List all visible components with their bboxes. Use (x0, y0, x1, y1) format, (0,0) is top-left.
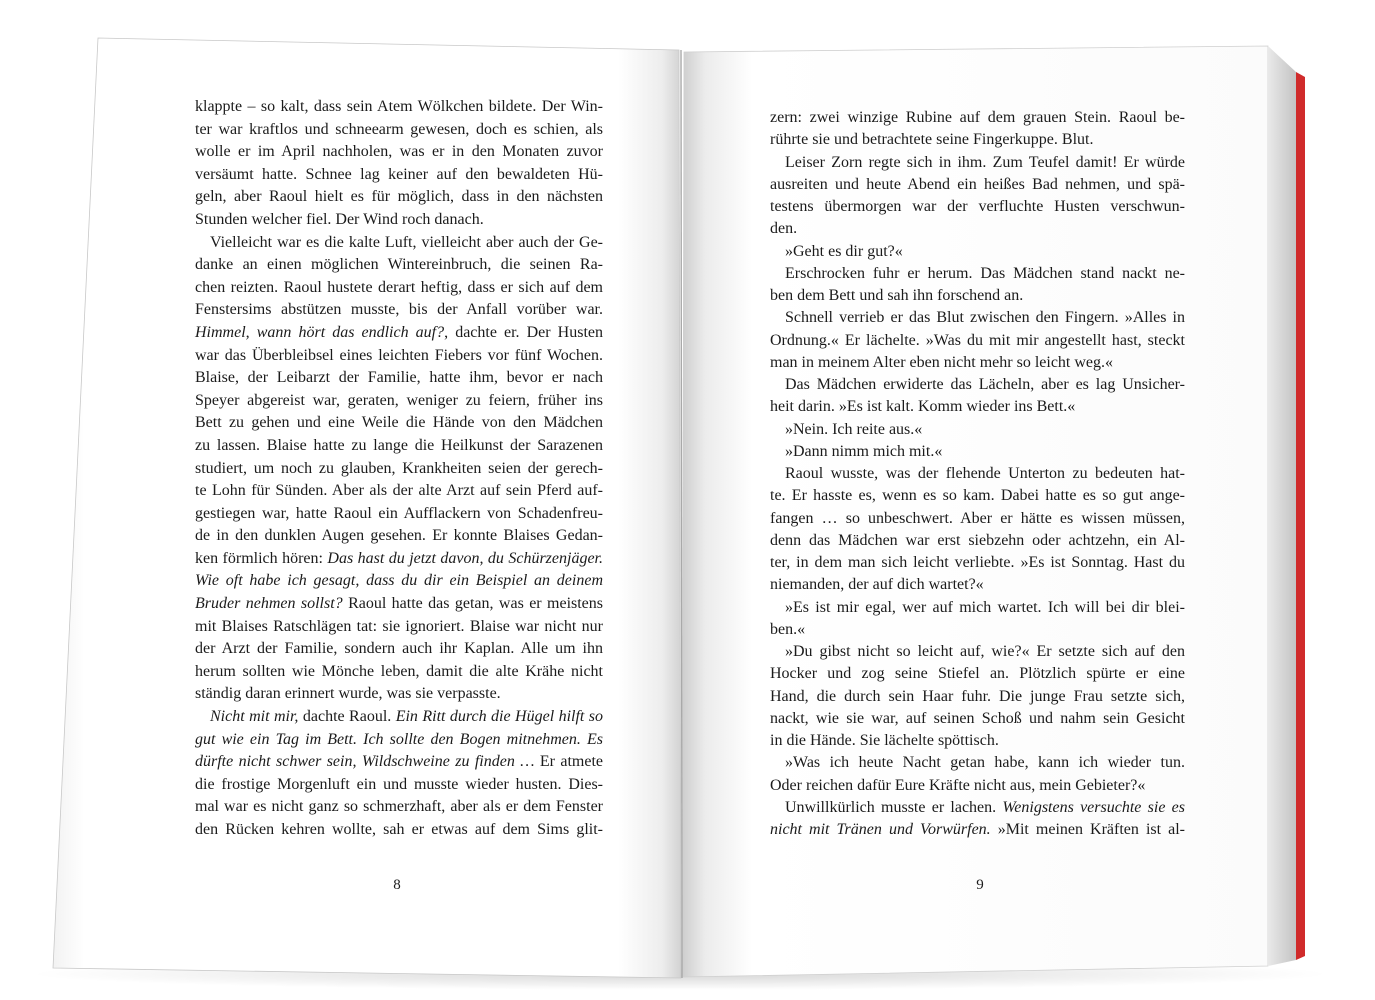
text-run: versäumt hatte. Schnee lag keiner auf den bewaldeten Hü- (195, 165, 603, 183)
text-line (195, 616, 603, 639)
text-line (195, 570, 603, 593)
text-line (195, 480, 603, 503)
text-line (770, 441, 1185, 463)
text-run: »Nein. Ich reite aus.« (785, 420, 923, 438)
text-run: ausreiten und heute Abend ein heißes Bad nehmen, und spä- (770, 175, 1185, 193)
left-page-text (195, 96, 603, 842)
text-run: Blaise, der Leibarzt der Familie, hatte ihm, bevor er nach (195, 369, 603, 387)
text-line (770, 686, 1185, 708)
paragraph (770, 307, 1185, 374)
italic-text: Nicht mit mir, (210, 708, 299, 726)
text-line (195, 141, 603, 164)
text-run: te. Er hasste es, wenn es so kam. Dabei hatte es so gut ange- (770, 487, 1185, 505)
text-line (770, 374, 1185, 396)
text-run: wolle er im April nachholen, was er in den Monaten zuvor (195, 143, 603, 161)
text-line (195, 774, 603, 797)
text-run: den. (770, 220, 798, 238)
text-line (195, 503, 603, 526)
paragraph (770, 463, 1185, 597)
text-run: den Rücken kehren wollte, sah er etwas auf dem Sims glit- (195, 821, 603, 838)
red-page-edge (1296, 72, 1305, 960)
text-line (195, 796, 603, 819)
italic-text: Wenigstens versuchte sie es (1002, 798, 1186, 816)
text-line (195, 322, 603, 345)
text-run: Hand, die durch sein Haar fuhr. Die junge Frau setzte sich, (770, 687, 1185, 705)
text-run: niemanden, der auf dich wartet?« (770, 576, 984, 594)
text-line (770, 730, 1185, 752)
italic-text: Das hast du jetzt davon, du Schürzenjäger. (327, 549, 603, 567)
paragraph (770, 752, 1185, 797)
text-line (770, 419, 1185, 441)
text-run: zern: zwei winzige Rubine auf dem grauen Stein. Raoul be- (770, 109, 1185, 126)
text-run: Ordnung.« Er lächelte. »Was du mit mir angestellt hast, steckt (770, 331, 1185, 349)
italic-text: dürfte nicht schwer sein, Wildschweine zu finden … (195, 753, 535, 771)
text-run: Vielleicht war es die kalte Luft, vielleicht aber auch der Ge- (210, 233, 603, 251)
text-line (770, 797, 1185, 819)
text-line (770, 597, 1185, 619)
text-run: »Mit meinen Kräften ist al- (990, 821, 1186, 838)
text-line (770, 752, 1185, 774)
text-line (195, 390, 603, 413)
text-run: Leiser Zorn regte sich in ihm. Zum Teufel damit! Er würde (785, 153, 1185, 171)
text-run: ter war kraftlos und schneearm gewesen, doch es schien, als (195, 120, 603, 138)
text-run: testens übermorgen war der verfluchte Husten verschwun- (770, 198, 1185, 215)
text-line (195, 232, 603, 255)
text-run: Oder reichen dafür Eure Kräfte nicht aus, mein Gebieter?« (770, 776, 1146, 794)
text-run: Schnell verrieb er das Blut zwischen den Fingern. »Alles in (785, 309, 1185, 327)
text-run: die frostige Morgenluft ein und musste wieder husten. Dies- (195, 775, 603, 793)
text-line (195, 367, 603, 390)
text-run: fangen … so unbeschwert. Aber er hätte es wissen müssen, (770, 509, 1185, 527)
text-line (195, 525, 603, 548)
text-line (195, 209, 603, 232)
text-run: »Geht es dir gut?« (785, 242, 903, 260)
text-line (770, 241, 1185, 263)
paragraph (195, 232, 603, 706)
text-line (195, 164, 603, 187)
italic-text: gut wie ein Tag im Bett. Ich sollte den Bogen mitnehmen. Es (195, 730, 603, 748)
text-run: rührte sie und betrachtete seine Fingerkuppe. Blut. (770, 131, 1094, 149)
text-run: Raoul wusste, was der flehende Unterton zu bedeuten hat- (785, 465, 1185, 482)
text-run: Speyer abgereist war, geraten, weniger zu feiern, früher ins (195, 391, 603, 409)
text-run: klappte – so kalt, dass sein Atem Wölkchen bildete. Der Win- (195, 98, 603, 115)
text-run: te Lohn für Sünden. Aber als der alte Arzt auf sein Pferd auf- (195, 482, 603, 500)
text-line (195, 186, 603, 209)
text-run: in die Hände. Sie lächelte spöttisch. (770, 732, 999, 749)
paragraph (770, 441, 1185, 463)
text-run: »Es ist mir egal, wer auf mich wartet. Ich will bei dir blei- (785, 598, 1185, 616)
text-run: mit Blaises Ratschlägen tat: sie ignoriert. Blaise war nicht nur (195, 617, 603, 635)
paragraph (770, 797, 1185, 842)
text-line (195, 751, 603, 774)
text-line (770, 552, 1185, 574)
text-run: ter, in dem man sich leicht verliebte. »Es ist Sonntag. Hast du (770, 554, 1185, 571)
text-line (195, 299, 603, 322)
paragraph (770, 152, 1185, 241)
text-line (195, 277, 603, 300)
text-line (195, 345, 603, 368)
text-run: »Was ich heute Nacht getan habe, kann ich wieder tun. (785, 754, 1185, 772)
text-line (770, 463, 1185, 485)
text-line (770, 330, 1185, 352)
text-run: Raoul hatte das getan, was er meistens (342, 595, 604, 613)
text-run: ben dem Bett und sah ihn forschend an. (770, 287, 1024, 304)
text-run: ständig daran erinnert wurde, was sie verpasste. (195, 685, 501, 703)
text-line (770, 107, 1185, 129)
page-number-right: 9 (976, 877, 984, 893)
text-line (770, 663, 1185, 685)
paragraph (770, 107, 1185, 152)
text-line (195, 412, 603, 435)
text-line (770, 819, 1185, 841)
text-line (195, 254, 603, 277)
text-run: de in den dunklen Augen gesehen. Er konnte Blaises Gedan- (195, 527, 603, 545)
text-line (770, 352, 1185, 374)
text-line (770, 619, 1185, 641)
italic-text: Bruder nehmen sollst? (195, 595, 343, 613)
text-line (195, 119, 603, 142)
paragraph (770, 641, 1185, 752)
text-run: geln, aber Raoul hielt es für möglich, dass in den nächsten (195, 188, 603, 206)
italic-text: Himmel, wann hört das endlich auf? (195, 323, 445, 341)
text-line (770, 263, 1185, 285)
text-line (770, 307, 1185, 329)
text-line (195, 638, 603, 661)
paragraph (195, 706, 603, 842)
text-run: Bett zu gehen und eine Weile die Hände von den Mädchen (195, 414, 603, 432)
text-run: dachte Raoul. (298, 708, 396, 726)
spine-shadow (681, 50, 682, 978)
text-run: heit darin. »Es ist kalt. Komm wieder ins Bett.« (770, 398, 1076, 416)
text-line (195, 435, 603, 458)
text-run: mal war es nicht ganz so schmerzhaft, aber als er dem Fenster (195, 798, 603, 816)
text-line (770, 129, 1185, 151)
text-run: ben.« (770, 620, 806, 638)
page-block-edge (1268, 46, 1296, 966)
text-line (770, 708, 1185, 730)
text-run: Unwillkürlich musste er lachen. (785, 798, 1003, 816)
text-line (770, 641, 1185, 663)
text-run: , dachte er. Der Husten (444, 323, 604, 341)
italic-text: nicht mit Tränen und Vorwürfen. (770, 821, 991, 838)
text-line (770, 196, 1185, 218)
text-run: Stunden welcher fiel. Der Wind roch danach. (195, 210, 484, 228)
text-run: herum sollten wie Mönche leben, damit die alte Krähe nicht (195, 662, 603, 680)
text-line (770, 574, 1185, 596)
text-line (195, 706, 603, 729)
text-run: war das Überbleibsel eines leichten Fiebers vor fünf Wochen. (195, 346, 603, 364)
paragraph (770, 263, 1185, 308)
text-line (195, 819, 603, 842)
text-line (195, 593, 603, 616)
text-line (770, 775, 1185, 797)
text-run: gestiegen war, hatte Raoul ein Aufflackern von Schadenfreu- (195, 504, 603, 522)
text-line (195, 729, 603, 752)
text-line (770, 174, 1185, 196)
text-line (770, 152, 1185, 174)
text-line (770, 530, 1185, 552)
text-run: »Du gibst nicht so leicht auf, wie?« Er setzte sich auf den (785, 643, 1185, 660)
paragraph (770, 597, 1185, 642)
text-run: man in meinem Alter eben nicht mehr so leicht weg.« (770, 353, 1114, 371)
text-run: Hocker und zog seine Stiefel an. Plötzlich spürte er eine (770, 665, 1185, 683)
text-run: Fenstersims abstützen musste, bis der Anfall vorüber war. (195, 301, 603, 319)
text-line (770, 285, 1185, 307)
text-line (195, 683, 603, 706)
text-run: der Arzt der Familie, sondern auch ihr Kaplan. Alle um ihn (195, 640, 603, 658)
right-page-text (770, 107, 1185, 841)
page-number-left: 8 (393, 877, 401, 893)
text-run: danke an einen möglichen Wintereinbruch, die seinen Ra- (195, 256, 603, 274)
text-run: chen reizten. Raoul hustete derart heftig, dass er sich auf dem (195, 278, 603, 296)
text-line (770, 508, 1185, 530)
paragraph (770, 374, 1185, 419)
text-run: ken förmlich hören: (195, 549, 328, 567)
text-run: studiert, um noch zu glauben, Krankheiten seien der gerech- (195, 459, 603, 477)
text-run: Er atmete (534, 753, 603, 771)
italic-text: Ein Ritt durch die Hügel hilft so (395, 708, 604, 726)
text-run: »Dann nimm mich mit.« (785, 442, 943, 460)
text-line (770, 396, 1185, 418)
text-line (195, 548, 603, 571)
italic-text: Wie oft habe ich gesagt, dass du dir ein Beispiel an deinem (195, 572, 603, 590)
text-run: denn das Mädchen war erst siebzehn oder achtzehn, ein Al- (770, 531, 1185, 549)
text-line (195, 96, 603, 119)
paragraph (770, 419, 1185, 441)
text-line (770, 485, 1185, 507)
text-line (770, 218, 1185, 240)
text-run: Erschrocken fuhr er herum. Das Mädchen stand nackt ne- (785, 264, 1185, 282)
text-run: Das Mädchen erwiderte das Lächeln, aber es lag Unsicher- (785, 376, 1185, 393)
text-line (195, 661, 603, 684)
text-line (195, 458, 603, 481)
paragraph (770, 241, 1185, 263)
text-run: nackt, wie sie war, auf seinen Schoß und nahm sein Gesicht (770, 709, 1185, 727)
paragraph (195, 96, 603, 232)
text-run: zu lassen. Blaise hatte zu lange die Heilkunst der Sarazenen (195, 436, 603, 454)
